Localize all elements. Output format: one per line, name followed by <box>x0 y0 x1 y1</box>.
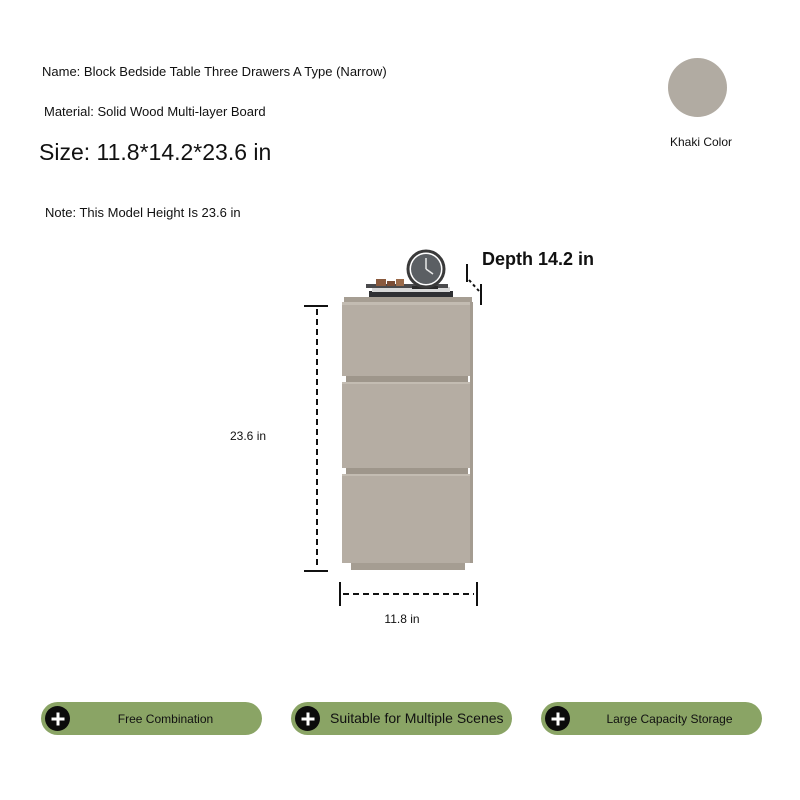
feature-label: Large Capacity Storage <box>606 711 733 726</box>
feature-label: Free Combination <box>117 711 214 726</box>
feature-pill-large-capacity[interactable] <box>541 702 762 735</box>
drawer-bottom <box>342 474 473 563</box>
product-material: Material: Solid Wood Multi-layer Board <box>44 104 266 119</box>
depth-dimension-label: Depth 14.2 in <box>482 249 595 269</box>
plus-icon <box>295 706 320 731</box>
drawer-gap-1 <box>346 376 468 382</box>
plus-icon <box>45 706 70 731</box>
height-dimension-line <box>304 306 328 571</box>
drawer-middle <box>342 382 473 468</box>
product-note: Note: This Model Height Is 23.6 in <box>45 205 241 220</box>
width-dimension-label: 11.8 in <box>384 612 420 626</box>
feature-pill-multiple-scenes[interactable] <box>291 702 512 735</box>
color-swatch-label: Khaki Color <box>669 135 733 149</box>
feature-pill-free-combination[interactable] <box>41 702 262 735</box>
cabinet <box>342 297 473 570</box>
width-dimension-line <box>340 582 477 606</box>
plus-icon <box>545 706 570 731</box>
clock-icon <box>408 251 444 289</box>
drawer-gap-2 <box>346 468 468 474</box>
drawer-top <box>342 302 473 376</box>
cabinet-base <box>351 563 465 570</box>
feature-label: Suitable for Multiple Scenes <box>330 710 504 726</box>
height-dimension-label: 23.6 in <box>230 429 267 443</box>
product-name: Name: Block Bedside Table Three Drawers A Type (Narrow) <box>42 64 387 79</box>
product-size: Size: 11.8*14.2*23.6 in <box>39 139 272 165</box>
